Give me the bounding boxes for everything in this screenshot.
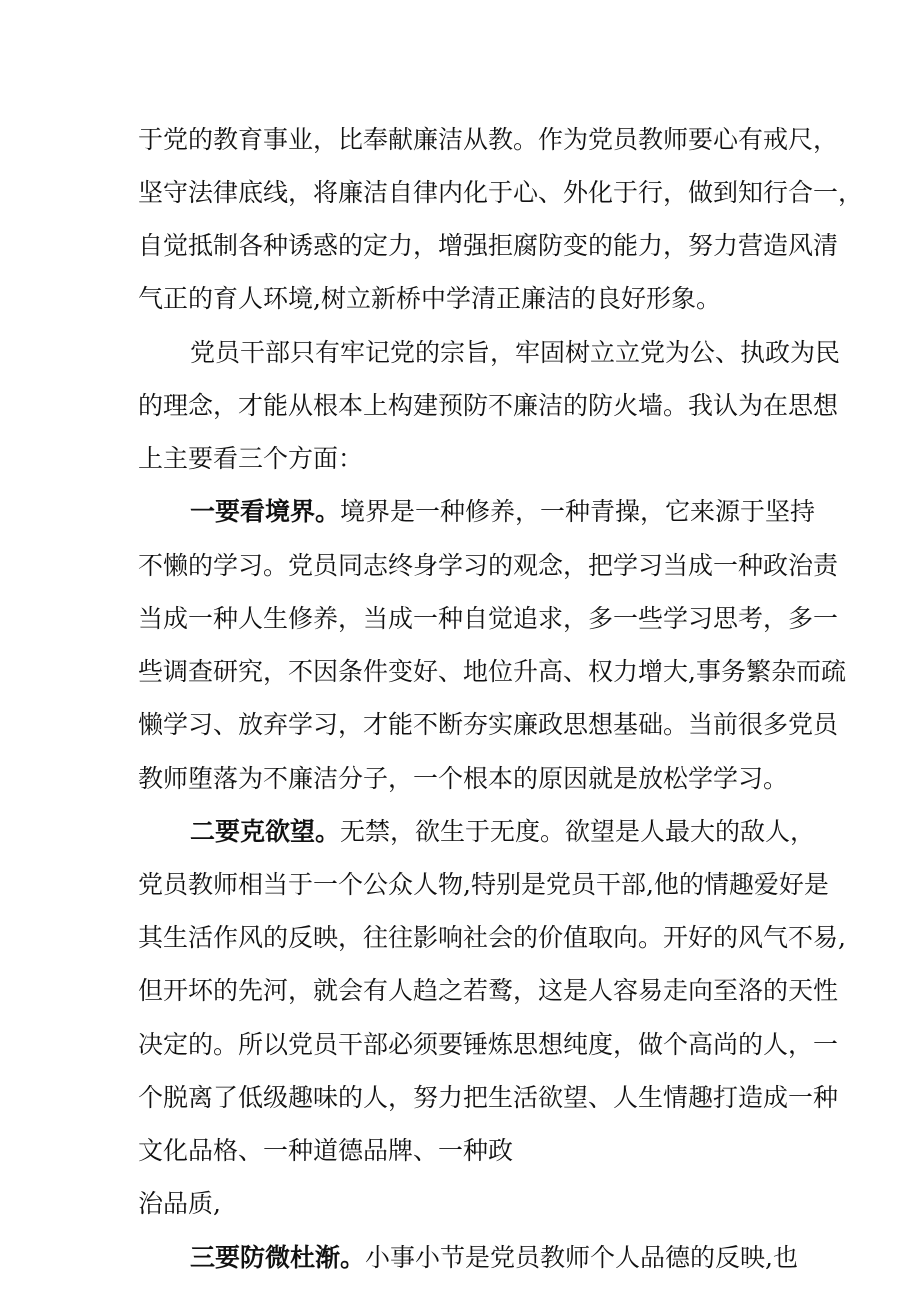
line-text: 的理念，才能从根本上构建预防不廉洁的防火墙。我认为在思想	[138, 391, 839, 420]
text-line	[138, 439, 363, 479]
line-text: 坚守法律底线，将廉洁自律内化于心、外化于行，做到知行合一，	[138, 178, 864, 207]
text-line	[138, 546, 838, 586]
line-text: 但开坏的先河，就会有人趋之若鹜，这是人容易走向至洛的天性	[138, 976, 839, 1005]
line-text: 其生活作风的反映，往往影响社会的价值取向。开好的风气不易,	[138, 923, 846, 952]
text-line	[138, 705, 838, 745]
text-line	[138, 918, 846, 958]
line-text: 文化品格、一种道德品牌、一种政	[138, 1136, 514, 1165]
line-text: 个脱离了低级趣味的人，努力把生活欲望、人生情趣打造成一种	[138, 1083, 839, 1112]
text-line	[138, 652, 846, 692]
paragraph-start-line	[190, 1238, 798, 1278]
section-heading: 一要看境界。	[190, 497, 341, 526]
text-line	[138, 386, 838, 426]
line-text: 党员干部只有牢记党的宗旨，牢固树立立党为公、执政为民	[190, 338, 841, 367]
text-line	[138, 759, 788, 799]
text-line	[138, 1025, 838, 1065]
line-text: 无禁，欲生于无度。欲望是人最大的敌人，	[340, 817, 816, 846]
line-text: 气正的育人环境,树立新桥中学清正廉洁的良好形象。	[138, 284, 721, 313]
section-heading: 三要防微杜渐。	[190, 1243, 366, 1272]
text-line	[138, 865, 829, 905]
line-text: 懒学习、放弃学习，才能不断夯实廉政思想基础。当前很多党员	[138, 710, 839, 739]
line-text: 于党的教育事业，比奉献廉洁从教。作为党员教师要心有戒尺，	[138, 125, 839, 154]
text-line	[138, 1184, 221, 1224]
line-text: 小事小节是党员教师个人品德的反映,也	[365, 1243, 798, 1272]
line-text: 些调查研究，不因条件变好、地位升高、权力增大,事务繁杂而疏	[138, 657, 846, 686]
text-line	[138, 226, 838, 266]
line-text: 教师堕落为不廉洁分子，一个根本的原因就是放松学学习。	[138, 764, 789, 793]
paragraph-start-line	[190, 333, 840, 373]
section-heading: 二要克欲望。	[190, 817, 341, 846]
text-line	[138, 971, 838, 1011]
line-text: 治品质,	[138, 1189, 221, 1218]
text-line	[138, 1131, 513, 1171]
text-line	[138, 599, 838, 639]
paragraph-start-line	[190, 492, 815, 532]
line-text: 党员教师相当于一个公众人物,特别是党员干部,他的情趣爱好是	[138, 870, 829, 899]
line-text: 当成一种人生修养，当成一种自觉追求，多一些学习思考，多一	[138, 604, 839, 633]
text-line	[138, 1078, 838, 1118]
line-text: 自觉抵制各种诱惑的定力，增强拒腐防变的能力，努力营造风清	[138, 231, 839, 260]
paragraph-start-line	[190, 812, 815, 852]
line-text: 决定的。所以党员干部必须要锤炼思想纯度，做个高尚的人，一	[138, 1030, 839, 1059]
line-text: 不懒的学习。党员同志终身学习的观念，把学习当成一种政治责	[138, 551, 839, 580]
text-line	[138, 279, 721, 319]
line-text: 境界是一种修养，一种青操，它来源于坚持	[340, 497, 816, 526]
line-text: 上主要看三个方面：	[138, 444, 364, 473]
text-line	[138, 120, 838, 160]
text-line	[138, 173, 863, 213]
